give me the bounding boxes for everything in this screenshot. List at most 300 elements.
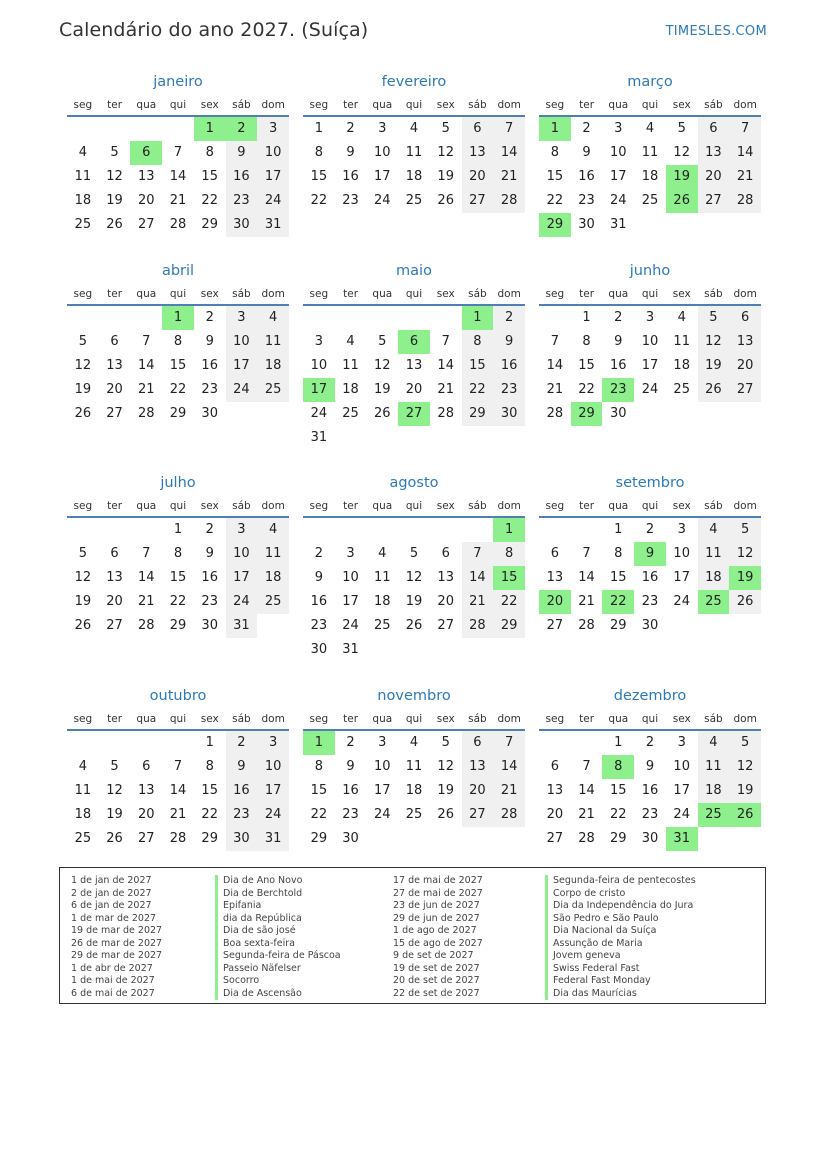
weekday-label: sáb <box>232 500 251 512</box>
day-cell: 27 <box>138 831 155 846</box>
holiday-day-cell: 1 <box>462 306 494 330</box>
month-junho <box>539 261 761 426</box>
day-cell: 13 <box>462 141 494 165</box>
weekday-label: seg <box>73 99 93 111</box>
day-cell: 8 <box>462 330 494 354</box>
day-cell: 5 <box>409 546 419 561</box>
day-cell: 3 <box>378 735 387 750</box>
holiday-day-cell: 6 <box>398 330 430 354</box>
day-cell: 27 <box>729 378 761 402</box>
empty-cell <box>130 731 162 755</box>
empty-cell <box>67 117 99 141</box>
month-name: novembro <box>377 688 451 704</box>
month-name: março <box>627 74 673 90</box>
day-cell: 26 <box>374 406 391 421</box>
empty-cell <box>462 518 494 542</box>
day-cell: 8 <box>614 546 623 561</box>
weekday-label: sex <box>200 288 219 300</box>
legend-date: 19 de set de 2027 <box>393 962 480 974</box>
legend-date: 27 de mai de 2027 <box>393 887 483 899</box>
day-cell: 10 <box>374 145 391 160</box>
weekday-label: dom <box>497 288 521 300</box>
weekday-label: qui <box>169 500 187 512</box>
empty-cell <box>430 306 462 330</box>
day-cell: 2 <box>226 731 258 755</box>
day-cell: 6 <box>110 334 119 349</box>
day-cell: 4 <box>346 334 355 349</box>
holiday-day-cell: 1 <box>493 518 525 542</box>
empty-cell <box>99 306 131 330</box>
day-cell: 30 <box>578 217 595 232</box>
legend-dates-left <box>71 875 162 1000</box>
weekday-label: sex <box>200 500 219 512</box>
day-cell: 22 <box>546 193 564 208</box>
day-grid <box>67 731 289 851</box>
day-cell: 12 <box>374 358 391 373</box>
weekday-label: qui <box>641 500 659 512</box>
day-cell: 26 <box>106 217 123 232</box>
legend-date: 23 de jun de 2027 <box>393 900 480 911</box>
legend-holiday-name: Jovem geneva <box>545 950 696 963</box>
day-cell: 24 <box>374 193 391 208</box>
weekday-label: qua <box>136 500 157 512</box>
day-cell: 11 <box>257 542 289 566</box>
weekday-label: seg <box>309 500 329 512</box>
day-cell: 7 <box>493 117 525 141</box>
day-cell: 28 <box>578 618 595 633</box>
weekday-label: qui <box>405 500 423 512</box>
day-cell: 19 <box>437 169 454 184</box>
day-cell: 1 <box>614 522 623 537</box>
month-janeiro <box>67 72 289 237</box>
weekday-label: sex <box>436 500 455 512</box>
legend-holiday-name: São Pedro e São Paulo <box>545 913 696 926</box>
weekday-label: seg <box>545 500 565 512</box>
day-cell: 15 <box>610 783 627 798</box>
holiday-day-cell: 6 <box>130 141 162 165</box>
day-cell: 3 <box>378 121 387 136</box>
weekday-label: sáb <box>468 713 487 725</box>
day-cell: 3 <box>677 522 686 537</box>
day-cell: 2 <box>645 735 655 750</box>
day-cell: 11 <box>641 145 659 160</box>
day-cell: 18 <box>257 354 289 378</box>
weekday-header <box>303 496 525 518</box>
day-cell: 16 <box>578 169 595 184</box>
day-cell: 23 <box>342 807 359 822</box>
weekday-header <box>67 709 289 731</box>
day-cell: 17 <box>257 779 289 803</box>
weekday-label: sáb <box>468 288 487 300</box>
weekday-label: seg <box>309 288 329 300</box>
day-grid <box>67 518 289 638</box>
day-cell: 4 <box>409 735 419 750</box>
day-cell: 20 <box>698 165 730 189</box>
empty-cell <box>130 117 162 141</box>
day-cell: 25 <box>374 618 391 633</box>
weekday-label: sáb <box>232 99 251 111</box>
day-cell: 25 <box>74 831 92 846</box>
day-cell: 18 <box>405 169 423 184</box>
day-cell: 27 <box>546 618 564 633</box>
weekday-label: seg <box>309 99 329 111</box>
month-maio <box>303 261 525 450</box>
day-cell: 7 <box>462 542 494 566</box>
weekday-label: qui <box>641 713 659 725</box>
weekday-header <box>539 709 761 731</box>
day-cell: 16 <box>226 165 258 189</box>
day-cell: 11 <box>342 358 359 373</box>
empty-cell <box>67 306 99 330</box>
day-cell: 26 <box>74 406 92 421</box>
day-cell: 14 <box>729 141 761 165</box>
day-cell: 17 <box>226 566 258 590</box>
day-cell: 12 <box>106 783 123 798</box>
brand-logo-text[interactable]: TIMESLES.COM <box>665 24 767 39</box>
day-cell: 18 <box>257 566 289 590</box>
day-cell: 31 <box>257 827 289 851</box>
day-cell: 5 <box>110 759 119 774</box>
day-cell: 20 <box>437 594 454 609</box>
weekday-label: sáb <box>468 500 487 512</box>
empty-cell <box>335 306 367 330</box>
day-cell: 16 <box>342 783 359 798</box>
day-cell: 6 <box>698 117 730 141</box>
day-cell: 21 <box>169 807 187 822</box>
day-cell: 23 <box>226 803 258 827</box>
day-cell: 27 <box>437 618 454 633</box>
day-cell: 21 <box>546 382 564 397</box>
day-cell: 24 <box>226 590 258 614</box>
month-name: agosto <box>389 475 439 491</box>
day-cell: 10 <box>257 141 289 165</box>
day-cell: 13 <box>106 358 123 373</box>
legend-holiday-name: Dia de Ano Novo <box>215 875 341 888</box>
day-cell: 3 <box>257 731 289 755</box>
day-cell: 10 <box>673 759 690 774</box>
day-cell: 5 <box>78 334 87 349</box>
month-novembro <box>303 686 525 851</box>
month-name: abril <box>161 263 195 279</box>
weekday-header <box>67 496 289 518</box>
holiday-day-cell: 26 <box>729 803 761 827</box>
day-cell: 26 <box>106 831 123 846</box>
day-cell: 20 <box>729 354 761 378</box>
month-name: maio <box>396 263 432 279</box>
day-cell: 7 <box>582 546 591 561</box>
holiday-day-cell: 8 <box>602 755 634 779</box>
weekday-label: qui <box>405 713 423 725</box>
day-cell: 14 <box>462 566 494 590</box>
day-cell: 30 <box>342 831 359 846</box>
weekday-label: seg <box>309 713 329 725</box>
day-grid <box>67 117 289 237</box>
weekday-label: ter <box>343 713 359 725</box>
day-cell: 24 <box>257 189 289 213</box>
holiday-day-cell: 25 <box>698 803 730 827</box>
weekday-label: dom <box>497 500 521 512</box>
holiday-day-cell: 29 <box>571 402 603 426</box>
day-cell: 12 <box>74 570 92 585</box>
day-cell: 10 <box>641 334 659 349</box>
day-cell: 15 <box>169 570 187 585</box>
day-cell: 5 <box>698 306 730 330</box>
legend-holiday-name: Dia de Ascensão <box>215 988 341 1001</box>
holiday-day-cell: 25 <box>698 590 730 614</box>
day-cell: 21 <box>169 193 187 208</box>
day-cell: 18 <box>698 779 730 803</box>
day-cell: 14 <box>493 755 525 779</box>
month-agosto <box>303 473 525 662</box>
legend-holiday-name: Federal Fast Monday <box>545 975 696 988</box>
day-cell: 22 <box>462 378 494 402</box>
day-cell: 16 <box>342 169 359 184</box>
day-cell: 30 <box>226 827 258 851</box>
day-cell: 11 <box>74 169 92 184</box>
day-cell: 29 <box>310 831 328 846</box>
day-cell: 7 <box>493 731 525 755</box>
day-cell: 26 <box>698 378 730 402</box>
empty-cell <box>398 306 430 330</box>
weekday-label: dom <box>261 99 285 111</box>
day-cell: 18 <box>74 193 92 208</box>
day-cell: 28 <box>169 831 187 846</box>
day-cell: 21 <box>437 382 454 397</box>
weekday-label: sex <box>436 713 455 725</box>
weekday-label: ter <box>579 713 595 725</box>
day-cell: 10 <box>342 570 359 585</box>
day-cell: 10 <box>226 330 258 354</box>
day-cell: 6 <box>142 759 151 774</box>
day-cell: 23 <box>493 378 525 402</box>
day-cell: 18 <box>673 358 690 373</box>
holiday-legend <box>59 867 766 1004</box>
legend-holiday-name: Dia Nacional da Suíça <box>545 925 696 938</box>
empty-cell <box>130 306 162 330</box>
empty-cell <box>398 518 430 542</box>
day-cell: 7 <box>582 759 591 774</box>
weekday-header <box>303 709 525 731</box>
day-cell: 15 <box>462 354 494 378</box>
day-cell: 27 <box>462 189 494 213</box>
day-cell: 5 <box>441 121 450 136</box>
day-grid <box>539 117 761 237</box>
day-cell: 9 <box>226 141 258 165</box>
day-cell: 3 <box>346 546 355 561</box>
day-cell: 18 <box>342 382 359 397</box>
empty-cell <box>539 518 571 542</box>
day-cell: 5 <box>78 546 87 561</box>
weekday-label: sáb <box>704 713 723 725</box>
legend-holiday-name: Dia da Independência do Jura <box>545 900 696 913</box>
day-cell: 10 <box>310 358 328 373</box>
day-cell: 8 <box>550 145 559 160</box>
day-cell: 19 <box>106 807 123 822</box>
day-cell: 25 <box>257 590 289 614</box>
day-cell: 13 <box>729 330 761 354</box>
day-cell: 2 <box>346 735 355 750</box>
weekday-header <box>303 95 525 117</box>
day-cell: 19 <box>374 382 391 397</box>
weekday-label: ter <box>107 713 123 725</box>
day-cell: 19 <box>729 779 761 803</box>
weekday-label: dom <box>261 713 285 725</box>
day-cell: 16 <box>310 594 328 609</box>
day-cell: 20 <box>462 779 494 803</box>
day-cell: 18 <box>698 566 730 590</box>
day-cell: 9 <box>346 145 355 160</box>
day-cell: 6 <box>462 731 494 755</box>
day-cell: 17 <box>673 570 690 585</box>
empty-cell <box>130 518 162 542</box>
day-cell: 12 <box>106 169 123 184</box>
empty-cell <box>67 518 99 542</box>
holiday-day-cell: 31 <box>666 827 698 851</box>
day-cell: 18 <box>405 783 423 798</box>
day-cell: 16 <box>641 783 659 798</box>
day-cell: 22 <box>201 193 218 208</box>
day-cell: 2 <box>614 310 623 325</box>
day-cell: 21 <box>493 779 525 803</box>
weekday-label: dom <box>261 500 285 512</box>
day-cell: 19 <box>698 354 730 378</box>
day-cell: 4 <box>698 518 730 542</box>
day-cell: 20 <box>106 382 123 397</box>
day-cell: 17 <box>374 169 391 184</box>
weekday-label: sex <box>436 288 455 300</box>
day-cell: 7 <box>729 117 761 141</box>
day-cell: 16 <box>201 358 218 373</box>
day-cell: 14 <box>546 358 564 373</box>
legend-date: 19 de mar de 2027 <box>71 925 163 936</box>
day-cell: 2 <box>346 121 355 136</box>
weekday-label: ter <box>579 288 595 300</box>
legend-date: 6 de jan de 2027 <box>71 900 152 911</box>
weekday-label: qua <box>372 713 393 725</box>
weekday-label: qua <box>608 500 629 512</box>
day-cell: 30 <box>201 406 218 421</box>
empty-cell <box>99 731 131 755</box>
day-cell: 30 <box>641 831 659 846</box>
day-cell: 20 <box>106 594 123 609</box>
day-cell: 20 <box>405 382 423 397</box>
day-cell: 14 <box>578 783 595 798</box>
legend-holiday-name: Dia de são josé <box>215 925 341 938</box>
month-name: fevereiro <box>381 74 447 90</box>
weekday-label: sáb <box>704 99 723 111</box>
day-cell: 13 <box>405 358 423 373</box>
day-cell: 31 <box>310 430 328 445</box>
day-cell: 13 <box>138 783 155 798</box>
day-cell: 26 <box>437 807 454 822</box>
day-cell: 20 <box>138 193 155 208</box>
day-cell: 27 <box>106 618 123 633</box>
holiday-day-cell: 29 <box>539 213 571 237</box>
weekday-label: qui <box>641 288 659 300</box>
day-cell: 21 <box>138 594 155 609</box>
day-cell: 11 <box>374 570 391 585</box>
legend-date: 29 de jun de 2027 <box>393 912 480 924</box>
legend-date: 22 de set de 2027 <box>393 987 480 999</box>
day-cell: 16 <box>610 358 627 373</box>
weekday-label: sáb <box>704 288 723 300</box>
day-cell: 4 <box>378 546 387 561</box>
day-cell: 2 <box>205 310 214 325</box>
day-cell: 4 <box>698 731 730 755</box>
day-cell: 22 <box>201 807 218 822</box>
holiday-day-cell: 1 <box>539 117 571 141</box>
day-cell: 15 <box>578 358 595 373</box>
weekday-label: seg <box>73 713 93 725</box>
page-title: Calendário do ano 2027. (Suíça) <box>59 19 369 41</box>
day-cell: 14 <box>169 783 187 798</box>
day-cell: 19 <box>74 594 92 609</box>
weekday-label: qua <box>608 99 629 111</box>
holiday-day-cell: 17 <box>303 378 335 402</box>
day-cell: 4 <box>677 310 686 325</box>
legend-names-right <box>545 875 696 1000</box>
day-cell: 8 <box>493 542 525 566</box>
weekday-label: ter <box>343 288 359 300</box>
day-cell: 13 <box>437 570 454 585</box>
day-cell: 12 <box>698 330 730 354</box>
weekday-label: seg <box>545 288 565 300</box>
day-cell: 24 <box>610 193 627 208</box>
holiday-day-cell: 15 <box>493 566 525 590</box>
weekday-label: sex <box>672 288 691 300</box>
day-cell: 28 <box>578 831 595 846</box>
day-cell: 14 <box>138 570 155 585</box>
day-cell: 6 <box>462 117 494 141</box>
empty-cell <box>430 518 462 542</box>
day-cell: 12 <box>437 145 454 160</box>
day-cell: 19 <box>437 783 454 798</box>
holiday-day-cell: 20 <box>539 590 571 614</box>
day-cell: 3 <box>314 334 323 349</box>
day-cell: 26 <box>405 618 423 633</box>
day-cell: 11 <box>405 145 423 160</box>
day-cell: 28 <box>169 217 187 232</box>
weekday-label: qui <box>405 99 423 111</box>
day-cell: 24 <box>641 382 659 397</box>
weekday-label: dom <box>733 288 757 300</box>
day-cell: 22 <box>493 590 525 614</box>
legend-holiday-name: dia da República <box>215 913 341 926</box>
day-cell: 25 <box>257 378 289 402</box>
weekday-label: sáb <box>232 713 251 725</box>
weekday-label: qui <box>169 288 187 300</box>
day-cell: 31 <box>342 642 359 657</box>
month-name: junho <box>629 263 671 279</box>
weekday-label: ter <box>579 99 595 111</box>
weekday-label: dom <box>497 713 521 725</box>
holiday-day-cell: 27 <box>398 402 430 426</box>
empty-cell <box>366 518 398 542</box>
day-cell: 13 <box>138 169 155 184</box>
day-cell: 21 <box>138 382 155 397</box>
day-grid <box>539 306 761 426</box>
month-julho <box>67 473 289 638</box>
day-cell: 13 <box>106 570 123 585</box>
day-cell: 30 <box>641 618 659 633</box>
day-cell: 28 <box>493 803 525 827</box>
weekday-label: dom <box>261 288 285 300</box>
weekday-label: seg <box>545 99 565 111</box>
day-cell: 5 <box>110 145 119 160</box>
day-cell: 16 <box>226 779 258 803</box>
day-cell: 23 <box>201 594 218 609</box>
empty-cell <box>99 117 131 141</box>
